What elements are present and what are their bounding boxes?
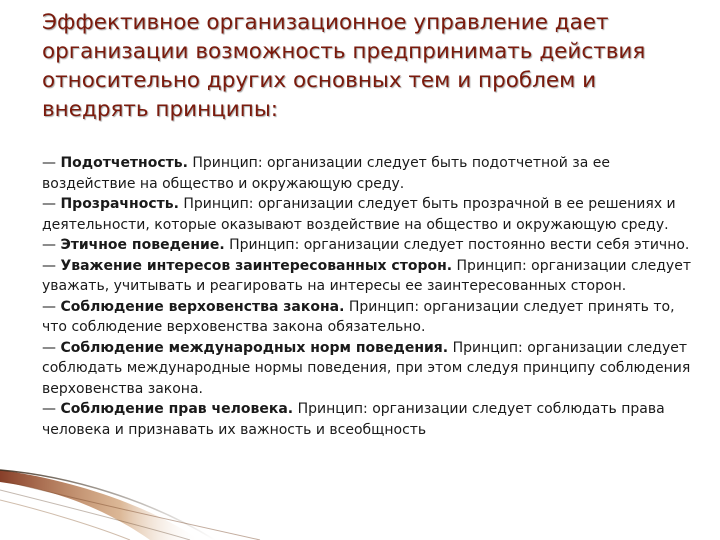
principle-name: Соблюдение международных норм поведения. bbox=[60, 339, 449, 356]
principle-name: Соблюдение верховенства закона. bbox=[60, 298, 345, 315]
principle-name: Прозрачность. bbox=[60, 196, 179, 212]
list-item bbox=[42, 297, 692, 338]
principle-text: Принцип: организации следует быть подотчетной за ее воздействие на общество и окружающую среду. bbox=[42, 155, 610, 192]
principle-name: Подотчетность. bbox=[60, 155, 188, 171]
principle-text: Принцип: организации следует постоянно вести себя этично. bbox=[224, 237, 690, 253]
principle-name: Этичное поведение. bbox=[60, 237, 225, 253]
list-item bbox=[42, 194, 692, 235]
dash: — bbox=[42, 401, 56, 417]
dash: — bbox=[42, 339, 56, 356]
list-item bbox=[42, 235, 692, 256]
list-item bbox=[42, 256, 692, 297]
principle-text: Принцип: организации следует соблюдать международные нормы поведения, при этом следуя принципу соблюдения верховенства закона. bbox=[42, 339, 691, 397]
dash: — bbox=[42, 196, 56, 212]
dash: — bbox=[42, 155, 56, 171]
dash: — bbox=[42, 237, 56, 253]
principle-text: Принцип: организации следует уважать, учитывать и реагировать на интересы ее заинтересованных сторон. bbox=[42, 257, 691, 294]
principle-name: Уважение интересов заинтересованных сторон. bbox=[60, 257, 453, 274]
principle-name: Соблюдение прав человека. bbox=[60, 401, 294, 417]
dash: — bbox=[42, 298, 56, 315]
list-item bbox=[42, 153, 692, 194]
principle-text: Принцип: организации следует соблюдать права человека и признавать их важность и всеобщность bbox=[42, 401, 665, 438]
principles-list bbox=[42, 153, 692, 440]
list-item bbox=[42, 338, 692, 400]
list-item bbox=[42, 399, 692, 440]
principle-text: Принцип: организации следует быть прозрачной в ее решениях и деятельности, которые оказывают воздействие на общество и окружающую среду. bbox=[42, 196, 676, 233]
principle-text: Принцип: организации следует принять то, что соблюдение верховенства закона обязательно. bbox=[42, 298, 675, 335]
dash: — bbox=[42, 257, 56, 274]
slide-title: Эффективное организационное управление дает организации возможность предпринимать действия относительно других основных тем и проблем и внедрять принципы: bbox=[42, 10, 646, 122]
